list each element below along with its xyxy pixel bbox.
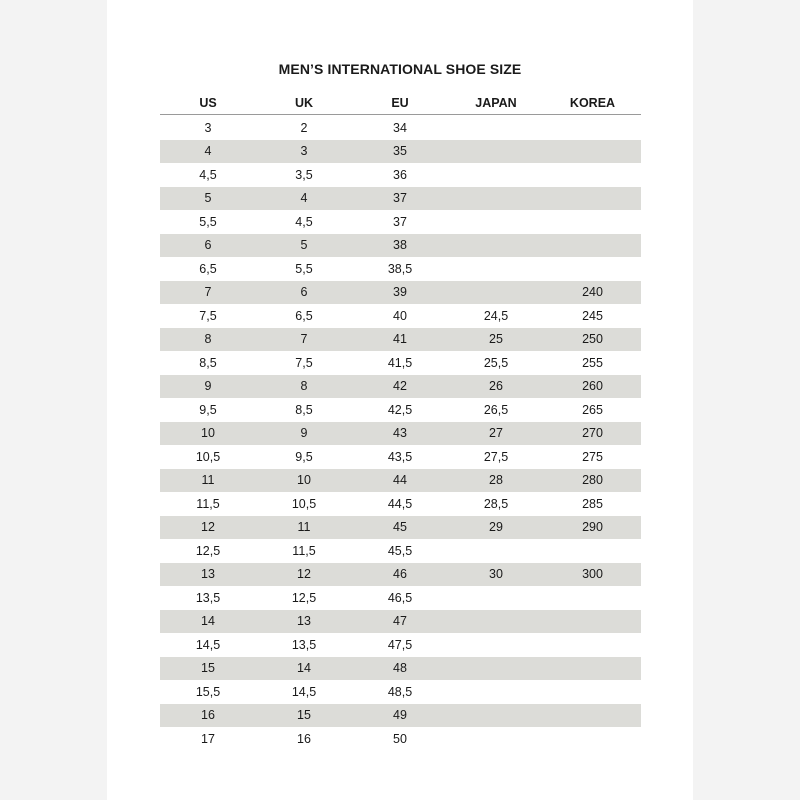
cell-eu: 41,5 (387, 355, 413, 370)
cell-uk: 2 (300, 120, 308, 135)
cell-uk: 13,5 (291, 637, 317, 652)
cell-eu: 44,5 (387, 496, 413, 511)
table-row (160, 281, 641, 305)
cell-uk: 10,5 (291, 496, 317, 511)
table-row (160, 445, 641, 469)
cell-us: 6 (204, 238, 212, 253)
cell-uk: 4,5 (295, 214, 313, 229)
cell-korea: 275 (582, 449, 603, 464)
column-header-uk: UK (294, 96, 314, 110)
cell-us: 5 (204, 191, 212, 206)
table-row (160, 398, 641, 422)
cell-us: 13 (201, 567, 215, 582)
cell-japan: 26 (489, 379, 503, 394)
table-header (160, 92, 641, 115)
cell-korea: 240 (582, 285, 603, 300)
table-row (160, 140, 641, 164)
cell-us: 11,5 (196, 496, 220, 511)
cell-uk: 9 (300, 426, 308, 441)
table-row (160, 422, 641, 446)
cell-uk: 5,5 (295, 261, 313, 276)
cell-uk: 10 (297, 473, 311, 488)
column-header-japan: JAPAN (475, 96, 517, 110)
cell-us: 3 (204, 120, 212, 135)
cell-uk: 16 (297, 731, 311, 746)
table-row (160, 257, 641, 281)
cell-us: 12 (201, 520, 215, 535)
cell-japan: 27,5 (483, 449, 509, 464)
cell-eu: 45,5 (387, 543, 413, 558)
cell-korea: 250 (582, 332, 603, 347)
table-row (160, 492, 641, 516)
cell-eu: 39 (393, 285, 407, 300)
table-row (160, 586, 641, 610)
cell-eu: 48,5 (387, 684, 413, 699)
table-row (160, 163, 641, 187)
size-table (160, 92, 641, 751)
cell-eu: 45 (393, 520, 407, 535)
cell-uk: 12,5 (291, 590, 317, 605)
cell-us: 12,5 (195, 543, 221, 558)
cell-eu: 43,5 (387, 449, 413, 464)
cell-eu: 42,5 (387, 402, 413, 417)
cell-us: 9 (204, 379, 212, 394)
cell-korea: 285 (582, 496, 603, 511)
table-row (160, 234, 641, 258)
cell-japan: 24,5 (483, 308, 509, 323)
cell-us: 10,5 (195, 449, 221, 464)
cell-korea: 265 (582, 402, 603, 417)
cell-uk: 15 (297, 708, 311, 723)
cell-uk: 5 (300, 238, 308, 253)
cell-uk: 3 (300, 144, 308, 159)
cell-korea: 270 (582, 426, 603, 441)
cell-korea: 245 (582, 308, 603, 323)
cell-us: 4,5 (199, 167, 217, 182)
cell-japan: 26,5 (483, 402, 509, 417)
cell-korea: 300 (582, 567, 603, 582)
cell-us: 7 (204, 285, 212, 300)
table-row (160, 539, 641, 563)
cell-us: 15 (201, 661, 215, 676)
cell-eu: 36 (393, 167, 407, 182)
cell-us: 17 (201, 731, 215, 746)
cell-eu: 40 (393, 308, 407, 323)
cell-us: 8 (204, 332, 212, 347)
cell-japan: 25,5 (483, 355, 509, 370)
cell-uk: 6 (300, 285, 308, 300)
cell-korea: 255 (582, 355, 603, 370)
table-row (160, 610, 641, 634)
cell-eu: 43 (393, 426, 407, 441)
cell-uk: 14,5 (291, 684, 317, 699)
table-body (160, 116, 641, 751)
column-header-eu: EU (391, 96, 409, 110)
cell-eu: 35 (393, 144, 407, 159)
cell-us: 8,5 (199, 355, 217, 370)
table-row (160, 563, 641, 587)
cell-eu: 42 (393, 379, 407, 394)
table-row (160, 375, 641, 399)
cell-eu: 37 (393, 214, 407, 229)
table-row (160, 516, 641, 540)
cell-eu: 48 (393, 661, 407, 676)
cell-us: 16 (201, 708, 215, 723)
cell-eu: 44 (393, 473, 407, 488)
cell-eu: 47 (393, 614, 407, 629)
table-row (160, 680, 641, 704)
cell-japan: 29 (489, 520, 503, 535)
cell-us: 10 (201, 426, 215, 441)
cell-korea: 290 (582, 520, 603, 535)
table-row (160, 704, 641, 728)
cell-uk: 3,5 (295, 167, 313, 182)
table-row (160, 633, 641, 657)
cell-eu: 49 (393, 708, 407, 723)
table-row (160, 727, 641, 751)
cell-us: 11 (201, 473, 215, 488)
cell-us: 14,5 (195, 637, 221, 652)
cell-uk: 14 (297, 661, 311, 676)
cell-us: 7,5 (199, 308, 217, 323)
cell-eu: 50 (393, 731, 407, 746)
cell-japan: 28,5 (483, 496, 509, 511)
column-header-us: US (199, 96, 217, 110)
cell-eu: 47,5 (387, 637, 413, 652)
cell-us: 13,5 (195, 590, 221, 605)
cell-eu: 46,5 (387, 590, 413, 605)
cell-uk: 7,5 (295, 355, 313, 370)
cell-us: 15,5 (195, 684, 221, 699)
table-row (160, 304, 641, 328)
cell-uk: 11 (297, 520, 311, 535)
cell-us: 6,5 (199, 261, 217, 276)
cell-us: 4 (204, 144, 212, 159)
table-row (160, 351, 641, 375)
cell-japan: 28 (489, 473, 503, 488)
cell-uk: 13 (297, 614, 311, 629)
cell-korea: 260 (582, 379, 603, 394)
cell-eu: 37 (393, 191, 407, 206)
column-header-korea: KOREA (569, 96, 616, 110)
table-row (160, 657, 641, 681)
table-row (160, 469, 641, 493)
cell-uk: 7 (300, 332, 308, 347)
table-row (160, 328, 641, 352)
cell-eu: 46 (393, 567, 407, 582)
cell-uk: 11,5 (292, 543, 316, 558)
cell-uk: 9,5 (295, 449, 313, 464)
table-row (160, 187, 641, 211)
cell-korea: 280 (582, 473, 603, 488)
cell-eu: 38,5 (387, 261, 413, 276)
page-title: MEN’S INTERNATIONAL SHOE SIZE (278, 61, 522, 77)
cell-uk: 12 (297, 567, 311, 582)
cell-us: 9,5 (199, 402, 217, 417)
cell-uk: 8,5 (295, 402, 313, 417)
table-row (160, 210, 641, 234)
cell-us: 14 (201, 614, 215, 629)
cell-us: 5,5 (199, 214, 217, 229)
cell-uk: 8 (300, 379, 308, 394)
cell-eu: 38 (393, 238, 407, 253)
table-row (160, 116, 641, 140)
cell-japan: 27 (489, 426, 503, 441)
cell-japan: 30 (489, 567, 503, 582)
cell-japan: 25 (489, 332, 503, 347)
cell-uk: 6,5 (295, 308, 313, 323)
cell-uk: 4 (300, 191, 308, 206)
cell-eu: 41 (393, 332, 407, 347)
cell-eu: 34 (393, 120, 407, 135)
document-page (107, 0, 693, 800)
